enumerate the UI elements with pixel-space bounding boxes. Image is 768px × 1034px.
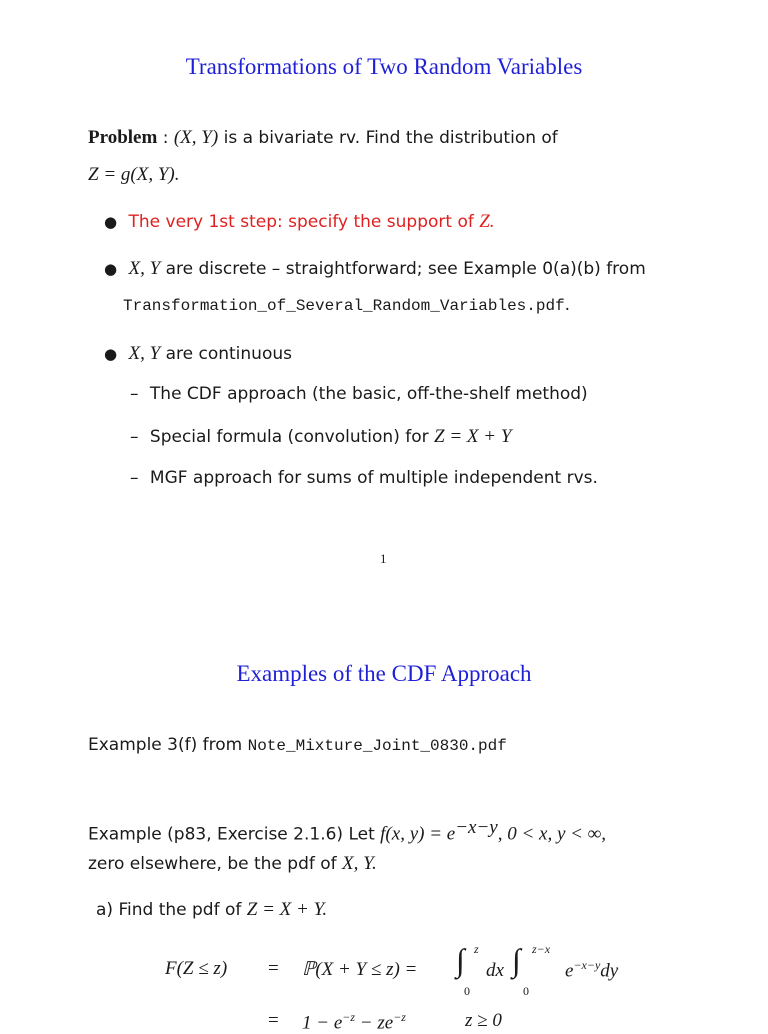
equation-rhs-result: $1 - e^{-z} - ze^{-z}$ — [302, 1010, 406, 1034]
bullet-icon: ● — [104, 213, 118, 231]
equation-equals-2: = — [268, 1010, 279, 1031]
integral-2-upper: z−x — [532, 942, 551, 956]
problem-math-xy: (X, Y) — [173, 127, 219, 148]
example-reference-text: Example 3(f) from — [88, 735, 248, 755]
bullet-discrete-file-line — [123, 297, 570, 314]
sub-item-convolution — [130, 427, 511, 446]
integral-1-dx: dx — [486, 960, 504, 981]
page-number: 1 — [380, 551, 387, 566]
example-reference — [88, 737, 507, 754]
dash-icon: – — [130, 384, 139, 404]
integral-1-upper: z — [474, 942, 479, 956]
bullet-icon: ● — [104, 345, 118, 363]
file-reference-period: . — [564, 295, 571, 315]
bullet-icon: ● — [104, 260, 118, 278]
sub-item-convolution-text: Special formula (convolution) for — [149, 427, 435, 447]
bullet-item-discrete — [104, 259, 646, 278]
file-reference-transformation: Transformation_of_Several_Random_Variables.pdf — [123, 297, 565, 315]
example-exercise-line1 — [88, 818, 606, 844]
bullet-continuous-text: are continuous — [160, 344, 292, 364]
example-pdf-domain: , 0 < x, y < ∞, — [497, 823, 607, 845]
example-pdf-math: f(x, y) = e — [380, 823, 456, 845]
equation-lhs: F(Z ≤ z) — [165, 958, 228, 979]
bullet-item-support — [104, 212, 495, 231]
sub-item-convolution-math: Z = X + Y — [434, 426, 512, 447]
page-title-2: Examples of the CDF Approach — [236, 661, 532, 686]
part-a-text: a) Find the pdf of — [96, 900, 247, 920]
example-exercise-line2 — [88, 854, 377, 873]
example-exercise-line2-math: X, Y. — [342, 853, 377, 874]
page-title-1: Transformations of Two Random Variables — [185, 54, 583, 79]
bullet-discrete-math: X, Y — [128, 258, 161, 279]
bullet-continuous-math: X, Y — [128, 343, 161, 364]
problem-colon: : — [157, 128, 174, 148]
example-exercise-line2-text: zero elsewhere, be the pdf of — [88, 854, 343, 874]
sub-item-cdf-text: The CDF approach (the basic, off-the-shelf method) — [149, 384, 588, 404]
part-a — [96, 900, 327, 919]
sub-item-cdf — [130, 386, 588, 403]
integral-2-lower: 0 — [523, 984, 529, 998]
equation-rhs-probability: ℙ(X + Y ≤ z) = — [302, 959, 418, 980]
equation-equals-1: = — [268, 958, 279, 979]
sub-item-mgf — [130, 470, 598, 487]
bullet-discrete-text: are discrete – straightforward; see Example 0(a)(b) from — [160, 259, 646, 279]
equation-condition: z ≥ 0 — [465, 1010, 502, 1031]
problem-equation: Z = g(X, Y). — [88, 164, 180, 185]
file-reference-mixture: Note_Mixture_Joint_0830.pdf — [247, 737, 507, 755]
dash-icon: – — [130, 427, 139, 447]
bullet-item-continuous — [104, 344, 292, 363]
example-exercise-text: Example (p83, Exercise 2.1.6) Let — [88, 824, 381, 845]
integral-sign-2: ∫ — [512, 942, 521, 978]
integral-1-lower: 0 — [464, 984, 470, 998]
dash-icon: – — [130, 468, 139, 488]
problem-statement — [88, 128, 558, 147]
part-a-math: Z = X + Y. — [246, 899, 328, 920]
sub-item-mgf-text: MGF approach for sums of multiple independent rvs. — [149, 468, 598, 488]
bullet-support-text: The very 1st step: specify the support of — [128, 212, 480, 232]
integral-sign-1: ∫ — [456, 942, 465, 978]
problem-text: is a bivariate rv. Find the distribution of — [218, 128, 558, 148]
problem-label: Problem — [88, 127, 158, 148]
integrand: $e^{-x-y}dy$ — [565, 958, 619, 982]
bullet-support-math: Z. — [479, 211, 495, 232]
example-pdf-exponent: −x−y — [455, 817, 498, 838]
